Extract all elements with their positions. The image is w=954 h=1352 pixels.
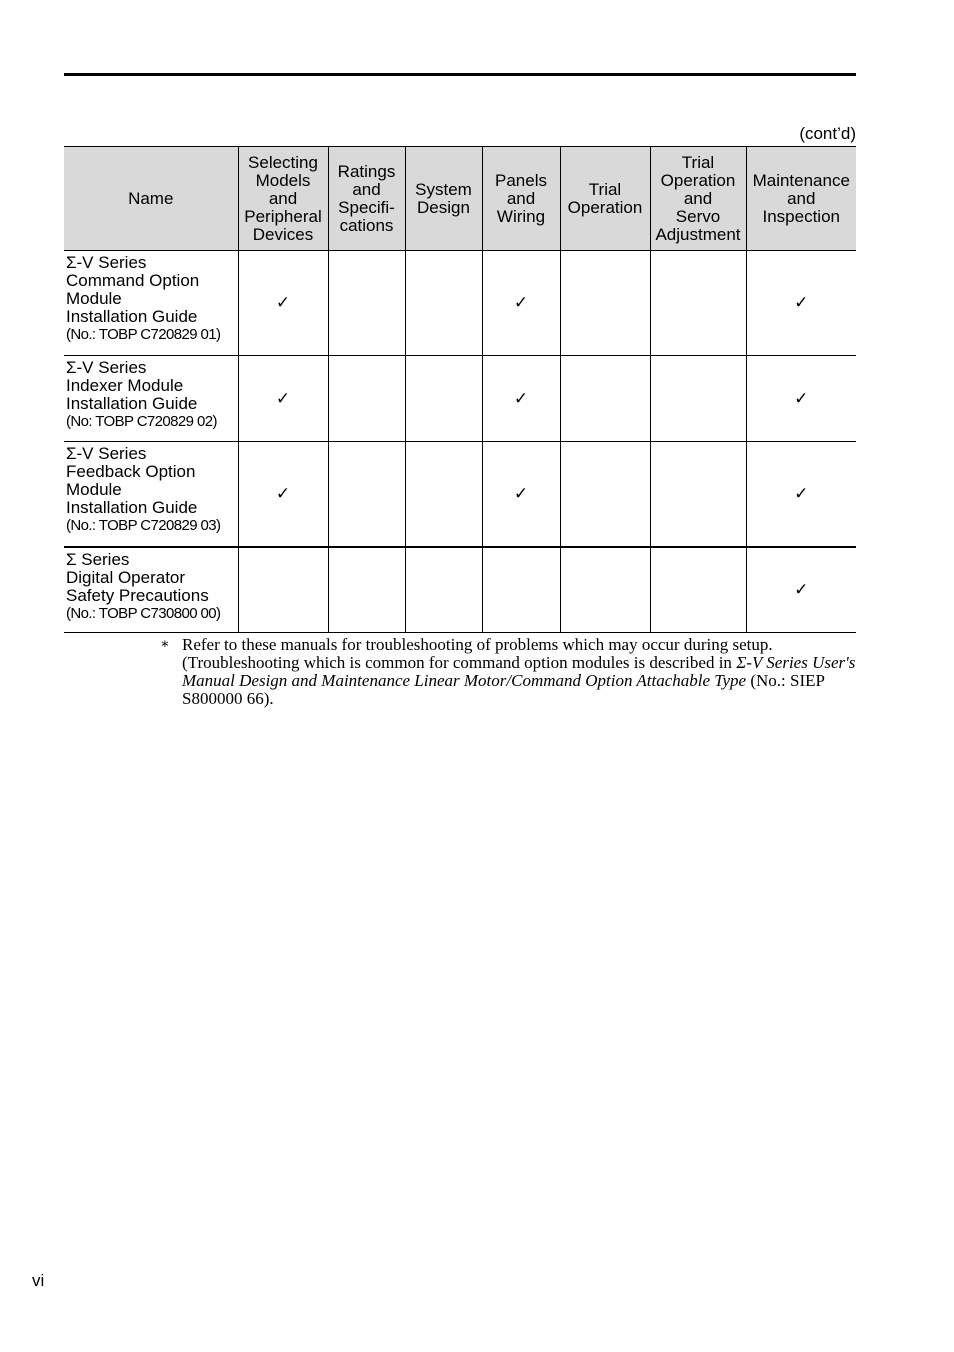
check-mark-icon: ✓: [746, 251, 856, 356]
empty-cell: [650, 356, 746, 442]
manual-title: Σ-V Series Feedback Option Module Installation Guide: [66, 444, 198, 517]
page-number: vi: [32, 1271, 45, 1290]
header-panels-wiring: Panels and Wiring: [482, 147, 560, 251]
empty-cell: [405, 356, 482, 442]
empty-cell: [482, 547, 560, 633]
manuals-table: [64, 146, 856, 633]
header-maintenance: Maintenance and Inspection: [746, 147, 856, 251]
check-mark-icon: ✓: [746, 442, 856, 547]
manual-name-cell: [64, 356, 238, 442]
table-row: [64, 251, 856, 356]
empty-cell: [650, 547, 746, 633]
check-mark-icon: ✓: [238, 356, 328, 442]
table-row: [64, 547, 856, 633]
footnote-marker: ∗: [160, 637, 170, 652]
empty-cell: [560, 547, 650, 633]
header-name: Name: [64, 147, 238, 251]
manual-name-cell: [64, 547, 238, 633]
empty-cell: [405, 251, 482, 356]
manual-title: Σ-V Series Command Option Module Installation Guide: [66, 253, 200, 326]
footnote-manual-number: (No.: SIEP S800000 66).: [182, 671, 825, 708]
manual-title: Σ Series Digital Operator Safety Precautions: [66, 549, 209, 605]
empty-cell: [328, 547, 405, 633]
footnote-manual-title: Σ-V Series User's Manual Design and Maintenance Linear Motor/Command Option Attachable Type: [182, 653, 856, 690]
empty-cell: [328, 251, 405, 356]
table-row: [64, 442, 856, 547]
manual-title: Σ-V Series Indexer Module Installation Guide: [66, 358, 198, 413]
empty-cell: [560, 356, 650, 442]
table-row: [64, 356, 856, 442]
header-rule: [64, 73, 856, 76]
check-mark-icon: ✓: [482, 356, 560, 442]
header-trial-operation: Trial Operation: [560, 147, 650, 251]
continued-label: (cont’d): [799, 124, 856, 143]
table-header-row: [64, 147, 856, 251]
empty-cell: [560, 251, 650, 356]
empty-cell: [560, 442, 650, 547]
check-mark-icon: ✓: [746, 356, 856, 442]
check-mark-icon: ✓: [482, 251, 560, 356]
manual-number: (No.: TOBP C730800 00): [66, 604, 221, 622]
check-mark-icon: ✓: [746, 547, 856, 633]
empty-cell: [238, 547, 328, 633]
check-mark-icon: ✓: [482, 442, 560, 547]
manual-number: (No.: TOBP C720829 03): [66, 517, 221, 534]
header-trial-servo: Trial Operation and Servo Adjustment: [650, 147, 746, 251]
empty-cell: [650, 251, 746, 356]
empty-cell: [328, 356, 405, 442]
empty-cell: [328, 442, 405, 547]
check-mark-icon: ✓: [238, 442, 328, 547]
header-selecting-models: Selecting Models and Peripheral Devices: [238, 147, 328, 251]
footnote-line2: (Troubleshooting which is common for command option modules is described in: [182, 653, 737, 672]
manual-number: (No: TOBP C720829 02): [66, 413, 217, 430]
footnote-line1: Refer to these manuals for troubleshooting of problems which may occur during setup.: [182, 635, 773, 654]
empty-cell: [405, 442, 482, 547]
footnote: [160, 636, 860, 708]
header-system-design: System Design: [405, 147, 482, 251]
check-mark-icon: ✓: [238, 251, 328, 356]
empty-cell: [405, 547, 482, 633]
header-ratings: Ratings and Specifi- cations: [328, 147, 405, 251]
empty-cell: [650, 442, 746, 547]
manual-name-cell: [64, 251, 238, 356]
manual-name-cell: [64, 442, 238, 547]
manual-number: (No.: TOBP C720829 01): [66, 326, 221, 343]
